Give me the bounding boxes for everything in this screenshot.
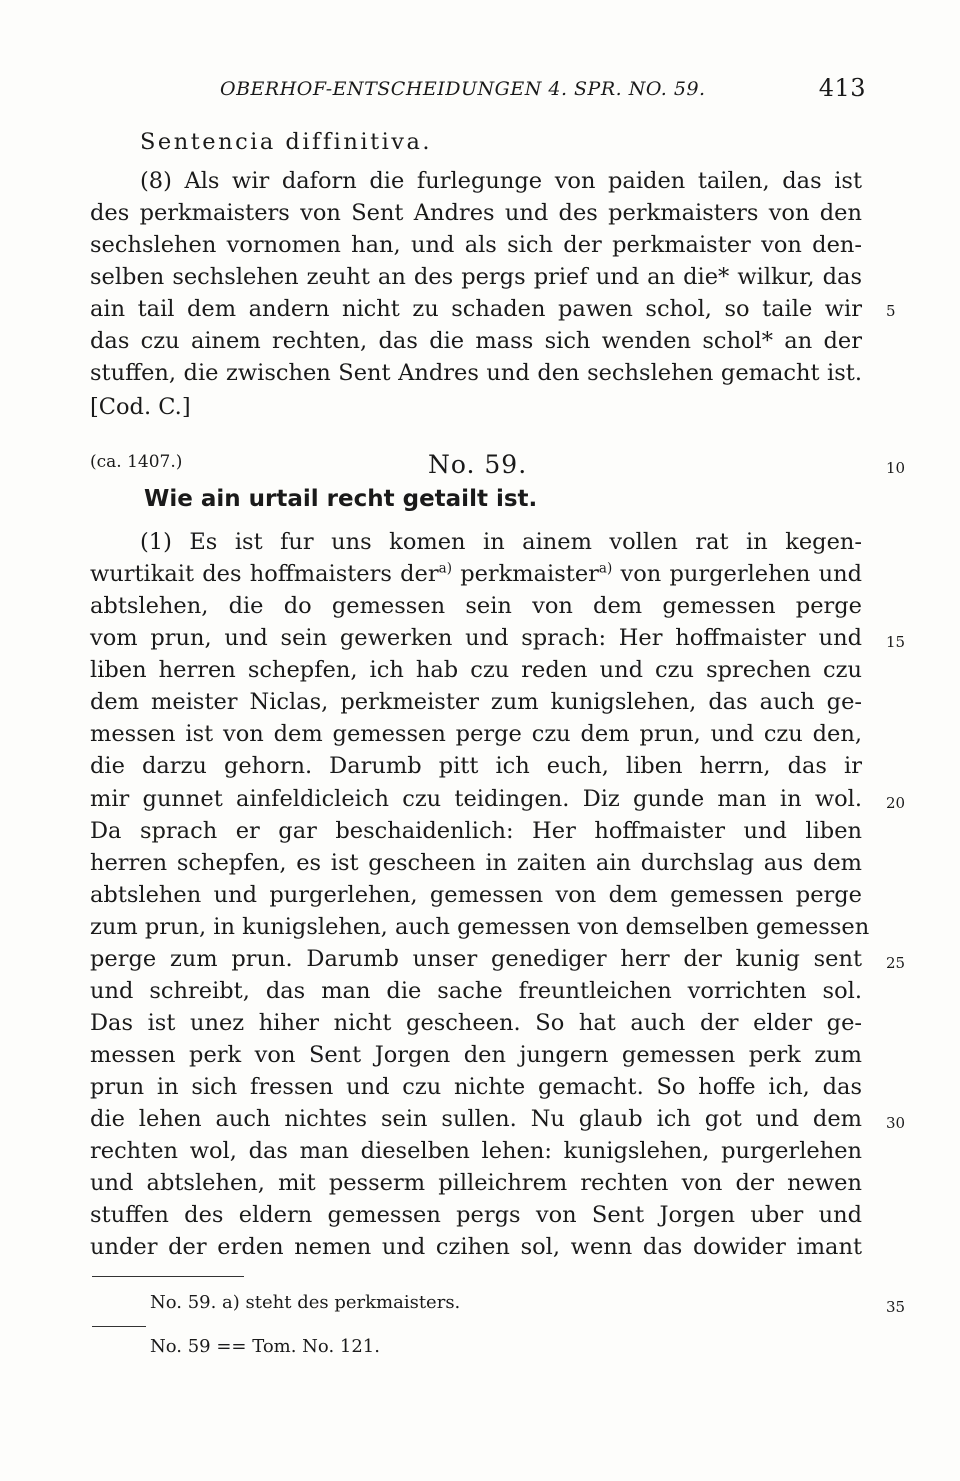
text-line: sechslehen vornomen han, und als sich der perkmaister von den- (90, 232, 862, 258)
text-line: des perkmaisters von Sent Andres und des perkmaisters von den (90, 200, 862, 226)
text-line: abtslehen und purgerlehen, gemessen von dem gemessen perge (90, 882, 862, 908)
footnote-marker: a) (598, 560, 613, 577)
text-line: das czu ainem rechten, das die mass sich wenden schol* an der (90, 328, 862, 354)
text-line: under der erden nemen und czihen sol, wenn das dowider imant (90, 1234, 862, 1260)
text-line: messen ist von dem gemessen perge czu dem prun, und czu den, (90, 721, 862, 747)
margin-line-number: 15 (886, 633, 906, 651)
text-line: zum prun, in kunigslehen, auch gemessen von demselben gemessen (90, 914, 870, 940)
text-line: die lehen auch nichtes sein sullen. Nu glaub ich got und dem (90, 1106, 862, 1132)
text-line: perge zum prun. Darumb unser genediger herr der kunig sent (90, 946, 862, 972)
text-line: Da sprach er gar beschaidenlich: Her hoffmaister und liben (90, 818, 862, 844)
text-line: selben sechslehen zeuht an des pergs prief und an die* wilkur, das (90, 264, 862, 290)
page-number: 413 (818, 74, 866, 102)
text-line: abtslehen, die do gemessen sein von dem gemessen perge (90, 593, 862, 619)
footnote-marker: a) (438, 560, 452, 577)
margin-line-number: 20 (886, 794, 906, 812)
margin-line-number: 30 (886, 1114, 906, 1132)
text-line: (8) Als wir daforn die furlegunge von paiden tailen, das ist (140, 168, 862, 194)
text-line: ain tail dem andern nicht zu schaden pawen schol, so taile wir (90, 296, 862, 322)
text-segment: von purgerlehen und (612, 561, 862, 587)
margin-line-number: 5 (886, 302, 896, 320)
document-date: (ca. 1407.) (90, 452, 183, 472)
text-line: prun in sich fressen und czu nichte gemacht. So hoffe ich, das (90, 1074, 862, 1100)
text-line: stuffen des eldern gemessen pergs von Sent Jorgen uber und (90, 1202, 862, 1228)
document-title: Wie ain urtail recht getailt ist. (144, 486, 538, 512)
text-line: messen perk von Sent Jorgen den jungern gemessen perk zum (90, 1042, 862, 1068)
text-line: stuffen, die zwischen Sent Andres und den sechslehen gemacht ist. (90, 360, 862, 386)
text-line: die darzu gehorn. Darumb pitt ich euch, liben herrn, das ir (90, 753, 862, 779)
text-line: (1) Es ist fur uns komen in ainem vollen rat in kegen- (140, 529, 862, 555)
sentencia-heading: Sentencia diffinitiva. (140, 129, 433, 155)
text-line: und schreibt, das man die sache freuntleichen vorrichten sol. (90, 978, 862, 1004)
text-line: mir gunnet ainfeldicleich czu teidingen. Diz gunde man in wol. (90, 786, 862, 812)
footnote-rule (92, 1276, 244, 1277)
text-segment: wurtikait des hoffmaisters der (90, 561, 439, 587)
margin-line-number: 25 (886, 954, 906, 972)
footnote: No. 59. a) steht des perkmaisters. (150, 1292, 461, 1313)
running-header (220, 74, 870, 104)
text-line-with-footnote (90, 558, 862, 590)
text-segment: perkmaister (451, 561, 599, 587)
margin-line-number: 10 (886, 459, 906, 477)
document-number: No. 59. (428, 450, 528, 479)
text-line: rechten wol, das man dieselben lehen: kunigslehen, purgerlehen (90, 1138, 862, 1164)
text-line: vom prun, und sein gewerken und sprach: Her hoffmaister und (90, 625, 862, 651)
text-line: herren schepfen, es ist gescheen in zaiten ain durchslag aus dem (90, 850, 862, 876)
footnote-rule (92, 1326, 146, 1327)
text-line: Das ist unez hiher nicht gescheen. So hat auch der elder ge- (90, 1010, 862, 1036)
text-line: und abtslehen, mit pesserm pilleichrem rechten von der newen (90, 1170, 862, 1196)
concordance-note: No. 59 == Tom. No. 121. (150, 1336, 380, 1357)
text-line: liben herren schepfen, ich hab czu reden und czu sprechen czu (90, 657, 862, 683)
running-title: OBERHOF-ENTSCHEIDUNGEN 4. SPR. NO. 59. (220, 78, 706, 100)
margin-line-number: 35 (886, 1298, 906, 1316)
text-line: [Cod. C.] (90, 394, 191, 420)
text-line: dem meister Niclas, perkmeister zum kunigslehen, das auch ge- (90, 689, 862, 715)
